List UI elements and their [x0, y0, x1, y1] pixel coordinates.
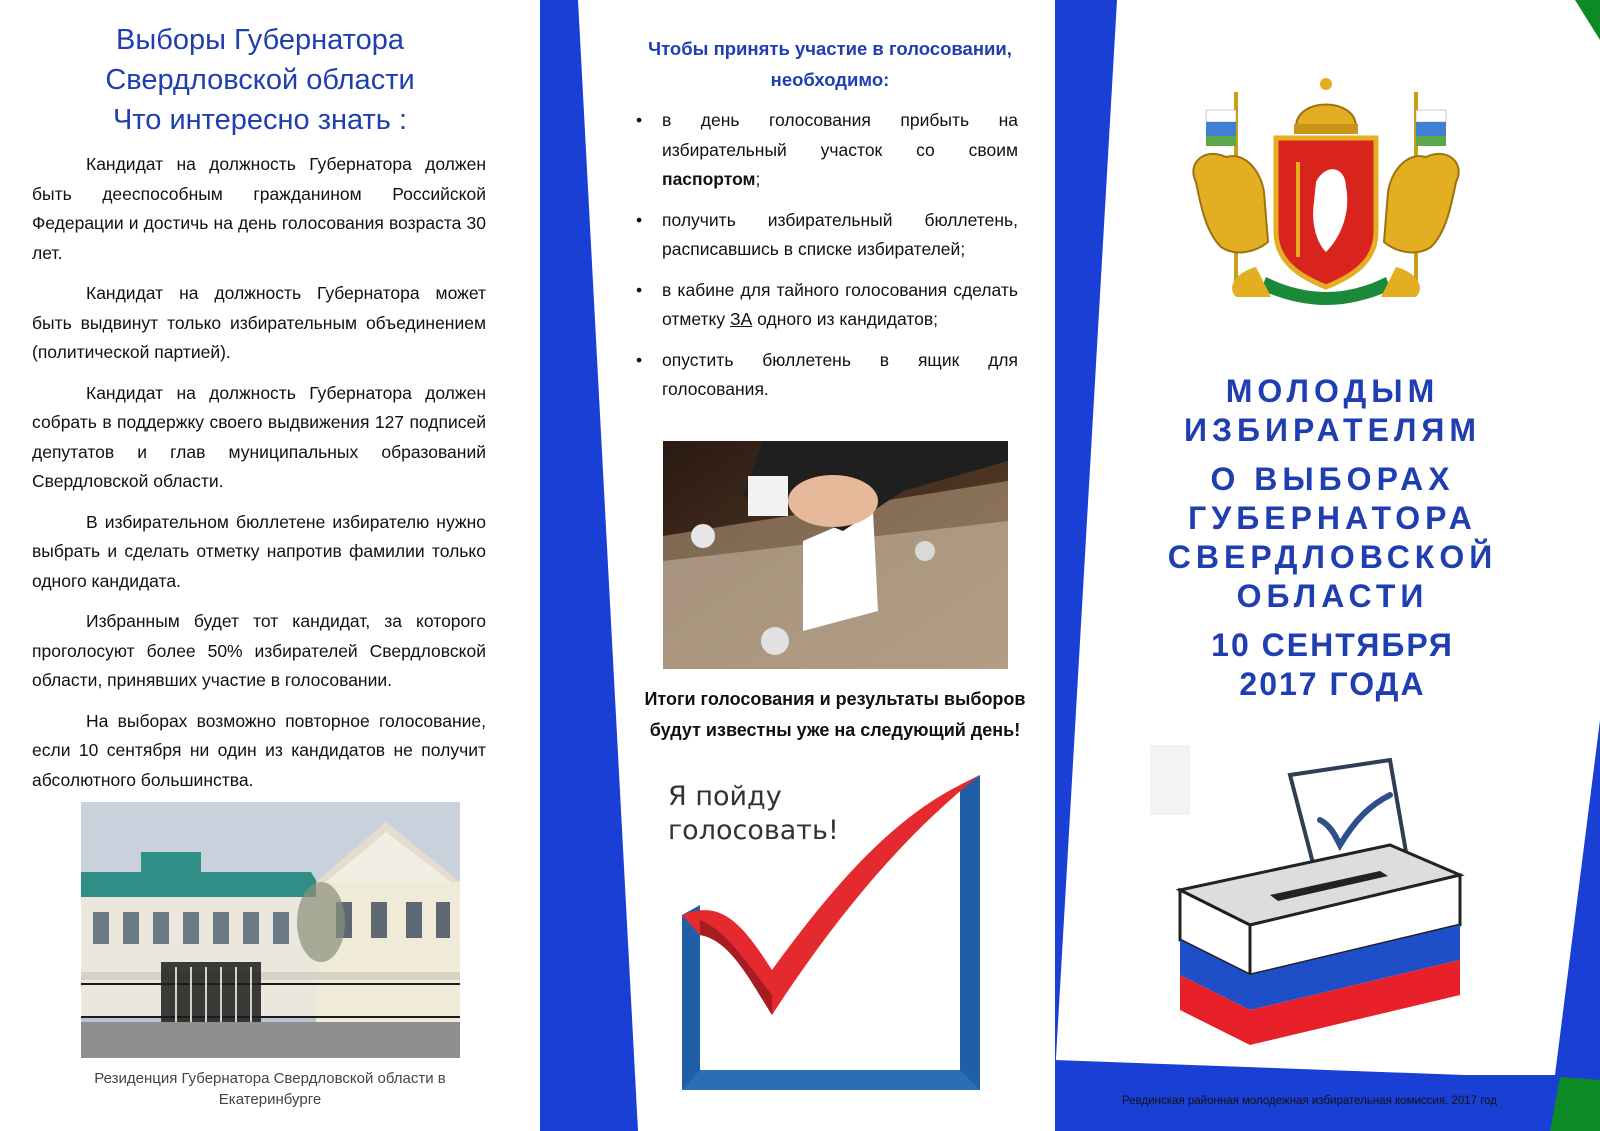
title-block	[1140, 626, 1525, 704]
step-text: в день голосования прибыть на избирательный участок со своим	[662, 110, 1018, 160]
fact-paragraph: Кандидат на должность Губернатора может быть выдвинут только избирательным объединением (политической партией).	[32, 283, 486, 362]
fact-paragraph: На выборах возможно повторное голосование, если 10 сентября ни один из кандидатов не получит абсолютного большинства.	[32, 710, 486, 790]
photo-caption: Резиденция Губернатора Свердловской области в Екатеринбурге	[94, 1070, 446, 1108]
step-text: ;	[755, 169, 761, 189]
title-line: СВЕРДЛОВСКОЙ	[1167, 539, 1498, 575]
blue-strip-left	[540, 0, 640, 1131]
brochure-title	[1140, 372, 1525, 704]
fact-paragraph: Кандидат на должность Губернатора должен собрать в поддержку своего выдвижения 127 подписей депутатов и глав муниципальных образований Свердловской области.	[32, 382, 486, 491]
title-line: Выборы Губернатора	[116, 24, 404, 56]
logo-caption: Я пойду голосовать!	[668, 781, 839, 846]
fact-paragraph: Кандидат на должность Губернатора должен быть дееспособным гражданином Российской Федерации и достичь на день голосования возраста 30 лет.	[32, 154, 486, 263]
list-item	[636, 276, 1018, 335]
list-item: • опустить бюллетень в ящик для голосования.	[636, 346, 1018, 405]
title-line: МОЛОДЫМ	[1225, 373, 1440, 409]
facts-text	[32, 150, 486, 806]
list-item	[636, 106, 1018, 195]
fact-paragraph: В избирательном бюллетене избирателю нужно выбрать и сделать отметку напротив фамилии только одного кандидата.	[32, 511, 486, 591]
ballot-box-icon	[1150, 745, 1510, 1065]
title-block	[1140, 460, 1525, 616]
title-line: 2017 ГОДА	[1239, 666, 1426, 702]
results-note: Итоги голосования и результаты выборов будут известны уже на следующий день!	[644, 689, 1026, 740]
coat-of-arms-icon	[1176, 72, 1476, 312]
panel-left	[0, 0, 545, 1131]
voting-steps-title: Чтобы принять участие в голосовании, необходимо:	[648, 38, 1012, 90]
ballot-drop-photo	[663, 441, 1008, 669]
title-line: ОБЛАСТИ	[1236, 578, 1429, 614]
step-bold: паспортом	[662, 169, 756, 189]
title-line: Свердловской области	[105, 64, 415, 96]
footer-credit: Ревдинская районная молодежная избирательная комиссия. 2017 год	[1122, 1095, 1498, 1107]
title-block	[1140, 372, 1525, 450]
panel-left-title	[20, 20, 500, 140]
voting-steps-list	[636, 106, 1018, 416]
title-line: Что интересно знать :	[112, 104, 408, 136]
title-line: ГУБЕРНАТОРА	[1188, 500, 1477, 536]
title-line: О ВЫБОРАХ	[1210, 461, 1455, 497]
title-line: ИЗБИРАТЕЛЯМ	[1183, 412, 1482, 448]
title-line: 10 СЕНТЯБРЯ	[1211, 627, 1454, 663]
fact-paragraph: Избранным будет тот кандидат, за которого проголосуют более 50% избирателей Свердловской области, принявших участие в голосовании.	[32, 611, 486, 690]
step-text: в кабине для тайного голосования сделать отметку	[662, 279, 1018, 329]
step-underline: ЗА	[730, 309, 753, 329]
step-text: одного из кандидатов;	[752, 309, 939, 329]
list-item: • получить избирательный бюллетень, расписавшись в списке избирателей;	[636, 206, 1018, 265]
residence-photo	[81, 802, 460, 1058]
